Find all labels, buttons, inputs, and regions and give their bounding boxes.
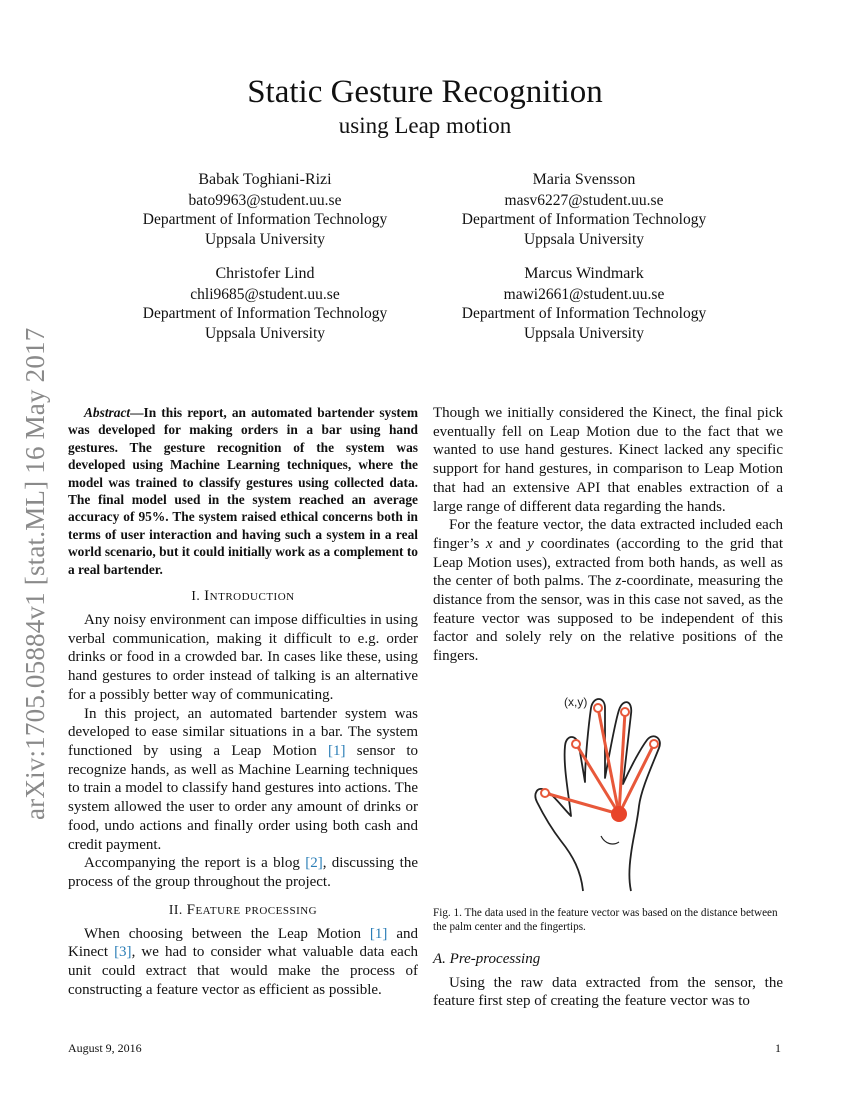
paragraph	[68, 925, 418, 1000]
left-column	[68, 404, 418, 999]
fingertip-marker	[621, 708, 629, 716]
paragraph	[433, 516, 783, 666]
author-name: Babak Toghiani-Rizi	[198, 171, 332, 188]
fingertip-marker	[541, 789, 549, 797]
author-email: mawi2661@student.uu.se	[503, 285, 665, 303]
author-univ: Uppsala University	[523, 230, 645, 248]
abstract-label: Abstract	[84, 405, 131, 420]
author-block	[115, 264, 415, 343]
author-dept: Department of Information Technology	[142, 305, 388, 323]
section-title: Feature processing	[186, 901, 318, 918]
math-y: y	[527, 535, 534, 552]
feature-lines	[545, 708, 654, 814]
paper-title: Static Gesture Recognition	[247, 74, 603, 110]
math-z: z	[615, 573, 622, 590]
author-name: Christofer Lind	[215, 265, 315, 282]
fingertip-marker	[594, 704, 602, 712]
figure-1	[433, 686, 783, 896]
subsection-title: Pre-processing	[449, 950, 541, 967]
author-name: Maria Svensson	[532, 171, 636, 188]
subsection-heading-preprocessing	[433, 951, 783, 968]
author-block	[115, 170, 415, 249]
palm-center-marker	[611, 806, 627, 822]
title-block	[0, 72, 850, 140]
author-univ: Uppsala University	[204, 324, 326, 342]
author-email: chli9685@student.uu.se	[190, 285, 340, 303]
author-univ: Uppsala University	[204, 230, 326, 248]
text-run: , discussing the process of the group throughout the project.	[68, 855, 418, 890]
feature-line	[619, 712, 625, 814]
citation-link[interactable]: [3]	[114, 944, 132, 961]
text-run: For the feature vector, the data extracted included each finger’s	[433, 517, 783, 552]
author-univ: Uppsala University	[523, 324, 645, 342]
footer-date: August 9, 2016	[68, 1041, 142, 1055]
paragraph	[68, 705, 418, 855]
figure-caption: Fig. 1. The data used in the feature vector was based on the distance between the palm center and the fingertips.	[433, 906, 778, 934]
abstract-dash: —	[130, 405, 144, 420]
text-run: , we had to consider what valuable data each unit could extract that would make the process of constructing a feature vector as efficient as possible.	[68, 944, 418, 998]
author-email: bato9963@student.uu.se	[188, 191, 342, 209]
author-block	[434, 264, 734, 343]
citation-link[interactable]: [1]	[369, 925, 388, 942]
coordinate-label: (x,y)	[564, 694, 588, 709]
hand-diagram	[433, 686, 783, 896]
paper-subtitle: using Leap motion	[338, 113, 512, 138]
citation-link[interactable]: [1]	[327, 742, 346, 759]
abstract	[68, 404, 418, 578]
text-run: -coordinate, measuring the distance from the sensor, was in this case not saved, as the feature vector was supposed to be independent of this factor and solely rely on the relative positions of the fingers.	[433, 573, 783, 665]
citation-link[interactable]: [2]	[305, 855, 323, 872]
text-run: Accompanying the report is a blog	[84, 855, 306, 872]
palm-crease	[601, 836, 619, 844]
section-numeral: II.	[168, 901, 183, 917]
author-email: masv6227@student.uu.se	[504, 191, 664, 209]
subsection-label: A.	[433, 950, 446, 967]
author-name: Marcus Windmark	[524, 265, 644, 282]
author-dept: Department of Information Technology	[142, 211, 388, 229]
text-run: and Kinect	[68, 925, 418, 961]
section-heading-introduction	[68, 588, 418, 605]
paragraph: Using the raw data extracted from the sensor, the feature first step of creating the feature vector was to	[433, 974, 783, 1010]
paragraph: Any noisy environment can impose difficulties in using verbal communication, making it difficult to e.g. order drinks or food in a crowded bar. In cases like these, using hand gestures to order instead of talking is an alternative for a possibly better way of communicating.	[68, 612, 418, 703]
author-dept: Department of Information Technology	[461, 211, 707, 229]
fingertip-marker	[650, 740, 658, 748]
section-numeral: I.	[191, 588, 201, 604]
right-column	[433, 404, 783, 1011]
section-title: Introduction	[204, 588, 295, 605]
arxiv-stamp: arXiv:1705.05884v1 [stat.ML] 16 May 2017	[20, 327, 50, 820]
author-block	[434, 170, 734, 249]
text-run: and	[492, 535, 528, 552]
text-run: In this project, an automated bartender system was developed to ease similar situations in a bar. The system functioned by using a Leap Motion	[68, 705, 418, 759]
page-number: 1	[775, 1041, 781, 1055]
paragraph: Though we initially considered the Kinect, the final pick eventually fell on Leap Motion due to the fact that we wanted to use hand gestures. Kinect lacked any specific support for hand gestures, in comparison to Leap Motion that had an extensive API that enables extraction of a large range of different data regarding the hands.	[433, 405, 783, 515]
paragraph	[68, 854, 418, 891]
text-run: sensor to recognize hands, as well as Machine Learning techniques to train a model to classify hand gestures into actions. The system allowed the user to order any amount of drinks or food, undo actions and finally order using both cash and credit payment.	[68, 742, 418, 853]
section-heading-feature-processing	[68, 902, 418, 919]
text-run: coordinates (according to the grid that Leap Motion uses), extracted from both hands, as well as the center of both palms. The	[433, 535, 783, 590]
text-run: When choosing between the Leap Motion	[84, 925, 370, 942]
author-dept: Department of Information Technology	[461, 305, 707, 323]
abstract-text: In this report, an automated bartender system was developed for making orders in a bar using hand gestures. The gesture recognition of the system was developed using Machine Learning techniques, where the model was trained to classify gestures using collected data. The final model used in the system reached an average accuracy of 95%. The system raised ethical concerns both in terms of user interaction and having such a system in a real world scenario, but it could initially work as a complement to a real bartender.	[68, 405, 419, 577]
fingertip-marker	[572, 740, 580, 748]
math-x: x	[485, 535, 493, 552]
